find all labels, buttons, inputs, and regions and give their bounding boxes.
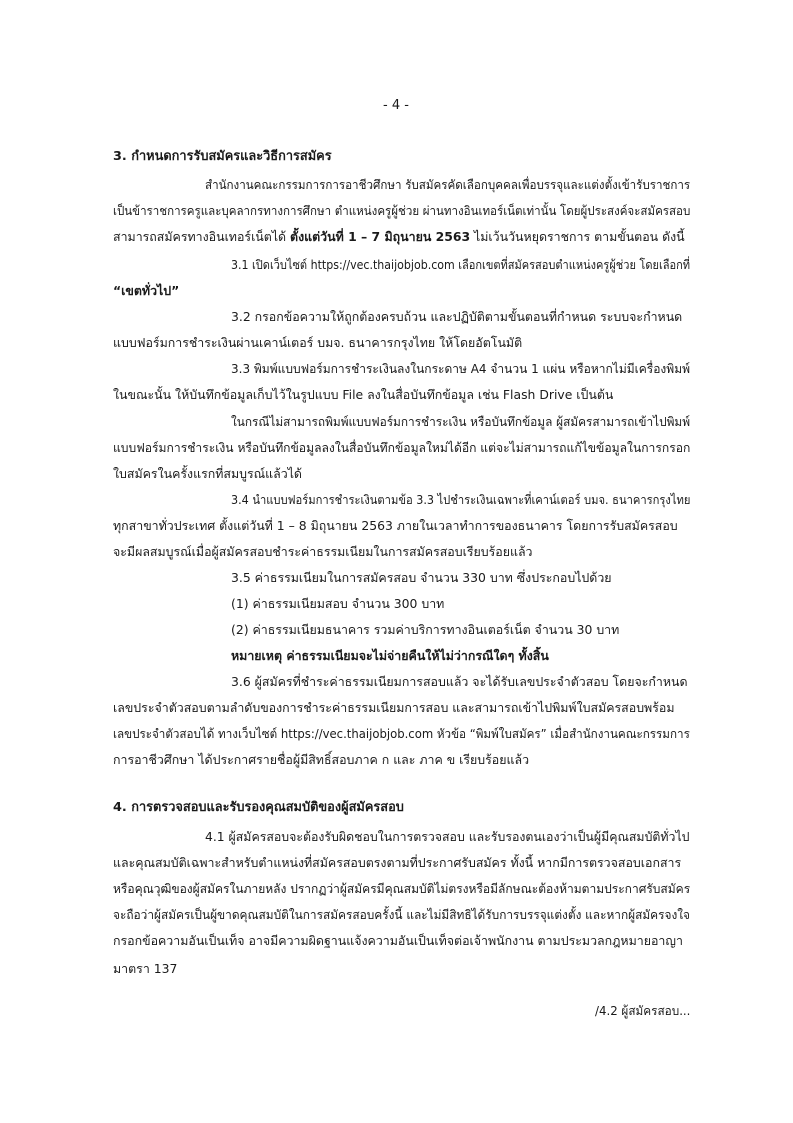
item-3-5-line-1: 3.5 ค่าธรรมเนียมในการสมัครสอบ จำนวน 330 บาท ซึ่งประกอบไปด้วย	[231, 570, 612, 585]
website-url-2: https://vec.thaijobjob.com	[280, 726, 434, 741]
item-3-6-line-4: การอาชีวศึกษา ได้ประกาศรายชื่อผู้มีสิทธิ์สอบภาค ก และ ภาค ข เรียบร้อยแล้ว	[113, 752, 530, 767]
item-3-3-line-3: ในกรณีไม่สามารถพิมพ์แบบฟอร์มการชำระเงิน หรือบันทึกข้อมูล ผู้สมัครสามารถเข้าไปพิมพ์	[231, 414, 691, 429]
section-3-intro-line-2: เป็นข้าราชการครูและบุคลากรทางการศึกษา ตำแหน่งครูผู้ช่วย ผ่านทางอินเทอร์เน็ตเท่านั้น โดยผู้ประสงค์จะสมัครสอบ	[113, 203, 691, 218]
section-3-heading: 3. กำหนดการรับสมัครและวิธีการสมัคร	[113, 149, 332, 164]
item-3-6-line-2: เลขประจำตัวสอบตามลำดับของการชำระค่าธรรมเนียมการสอบ และสามารถเข้าไปพิมพ์ใบสมัครสอบพร้อม	[113, 700, 675, 715]
item-3-2-line-1: 3.2 กรอกข้อความให้ถูกต้องครบถ้วน และปฏิบัติตามขั้นตอนที่กำหนด ระบบจะกำหนด	[231, 309, 683, 324]
fee-bank: (2) ค่าธรรมเนียมธนาคาร รวมค่าบริการทางอินเตอร์เน็ต จำนวน 30 บาท	[231, 622, 620, 637]
intro-line-3-suffix: ไม่เว้นวันหยุดราชการ ตามขั้นตอน ดังนี้	[470, 229, 685, 244]
item-3-6-line-1: 3.6 ผู้สมัครที่ชำระค่าธรรมเนียมการสอบแล้ว จะได้รับเลขประจำตัวสอบ โดยจะกำหนด	[231, 674, 688, 689]
item-4-1-line-4: จะถือว่าผู้สมัครเป็นผู้ขาดคุณสมบัติในการสมัครสอบครั้งนี้ และไม่มีสิทธิได้รับการบรรจุแต่งตั้ง และหากผู้สมัครจงใจ	[113, 907, 691, 922]
fee-exam: (1) ค่าธรรมเนียมสอบ จำนวน 300 บาท	[231, 596, 445, 611]
item-3-3-line-2: ในขณะนั้น ให้บันทึกข้อมูลเก็บไว้ในรูปแบบ File ลงในสื่อบันทึกข้อมูล เช่น Flash Drive เป็นต้น	[113, 387, 614, 402]
item-3-3-line-5: ใบสมัครในครั้งแรกที่สมบูรณ์แล้วได้	[113, 466, 302, 481]
item-3-6-text: เลขประจำตัวสอบได้ ทางเว็บไซต์	[113, 726, 281, 741]
fee-note: หมายเหตุ ค่าธรรมเนียมจะไม่จ่ายคืนให้ไม่ว่ากรณีใดๆ ทั้งสิ้น	[231, 648, 549, 663]
item-3-6-text-2: หัวข้อ “พิมพ์ใบสมัคร” เมื่อสำนักงานคณะกรรมการ	[433, 726, 690, 741]
item-4-1-line-2: และคุณสมบัติเฉพาะสำหรับตำแหน่งที่สมัครสอบตรงตามที่ประกาศรับสมัคร ทั้งนี้ หากมีการตรวจสอบเอกสาร	[113, 855, 682, 870]
item-4-1-line-1: 4.1 ผู้สมัครสอบจะต้องรับผิดชอบในการตรวจสอบ และรับรองตนเองว่าเป็นผู้มีคุณสมบัติทั่วไป	[205, 829, 690, 844]
item-4-1-line-3: หรือคุณวุฒิของผู้สมัครในภายหลัง ปรากฏว่าผู้สมัครมีคุณสมบัติไม่ตรงหรือมีลักษณะต้องห้ามตามประกาศรับสมัคร	[113, 881, 691, 896]
item-4-1-line-5: กรอกข้อความอันเป็นเท็จ อาจมีความผิดฐานแจ้งความอันเป็นเท็จต่อเจ้าพนักงาน ตามประมวลกฎหมายอาญา	[113, 933, 683, 948]
item-3-4-line-2: ทุกสาขาทั่วประเทศ ตั้งแต่วันที่ 1 – 8 มิถุนายน 2563 ภายในเวลาทำการของธนาคาร โดยการรับสมัครสอบ	[113, 518, 678, 533]
item-3-3-line-1: 3.3 พิมพ์แบบฟอร์มการชำระเงินลงในกระดาษ A4 จำนวน 1 แผ่น หรือหากไม่มีเครื่องพิมพ์	[231, 361, 691, 376]
item-3-6-line-3	[113, 726, 690, 742]
item-3-1-text: 3.1 เปิดเว็บไซต์	[231, 257, 311, 272]
section-3-intro-line-3	[113, 229, 685, 245]
item-3-4-line-1: 3.4 นำแบบฟอร์มการชำระเงินตามข้อ 3.3 ไปชำระเงินเฉพาะที่เคาน์เตอร์ บมจ. ธนาคารกรุงไทย	[231, 492, 691, 507]
item-3-1-line-1	[231, 257, 690, 273]
continuation-note: /4.2 ผู้สมัครสอบ...	[595, 1003, 691, 1018]
item-3-3-line-4: แบบฟอร์มการชำระเงิน หรือบันทึกข้อมูลลงในสื่อบันทึกข้อมูลใหม่ได้อีก แต่จะไม่สามารถแก้ไขข้อมูลในการกรอก	[113, 440, 691, 455]
section-3-intro-line-1: สำนักงานคณะกรรมการการอาชีวศึกษา รับสมัครคัดเลือกบุคคลเพื่อบรรจุและแต่งตั้งเข้ารับราชการ	[205, 177, 691, 192]
application-date-range: ตั้งแต่วันที่ 1 – 7 มิถุนายน 2563	[290, 229, 471, 244]
item-3-1-text-2: เลือกเขตที่สมัครสอบตำแหน่งครูผู้ช่วย โดยเลือกที่	[454, 257, 691, 272]
intro-line-3-text: สามารถสมัครทางอินเทอร์เน็ตได้	[113, 229, 291, 244]
website-url: https://vec.thaijobjob.com	[310, 257, 455, 272]
section-4-heading: 4. การตรวจสอบและรับรองคุณสมบัติของผู้สมัครสอบ	[113, 800, 404, 815]
item-3-2-line-2: แบบฟอร์มการชำระเงินผ่านเคาน์เตอร์ บมจ. ธนาคารกรุงไทย ให้โดยอัตโนมัติ	[113, 335, 523, 350]
item-4-1-line-6: มาตรา 137	[113, 961, 178, 976]
item-3-4-line-3: จะมีผลสมบูรณ์เมื่อผู้สมัครสอบชำระค่าธรรมเนียมในการสมัครสอบเรียบร้อยแล้ว	[113, 544, 533, 559]
page-number: - 4 -	[383, 98, 409, 113]
general-zone-label: “เขตทั่วไป”	[113, 283, 180, 298]
